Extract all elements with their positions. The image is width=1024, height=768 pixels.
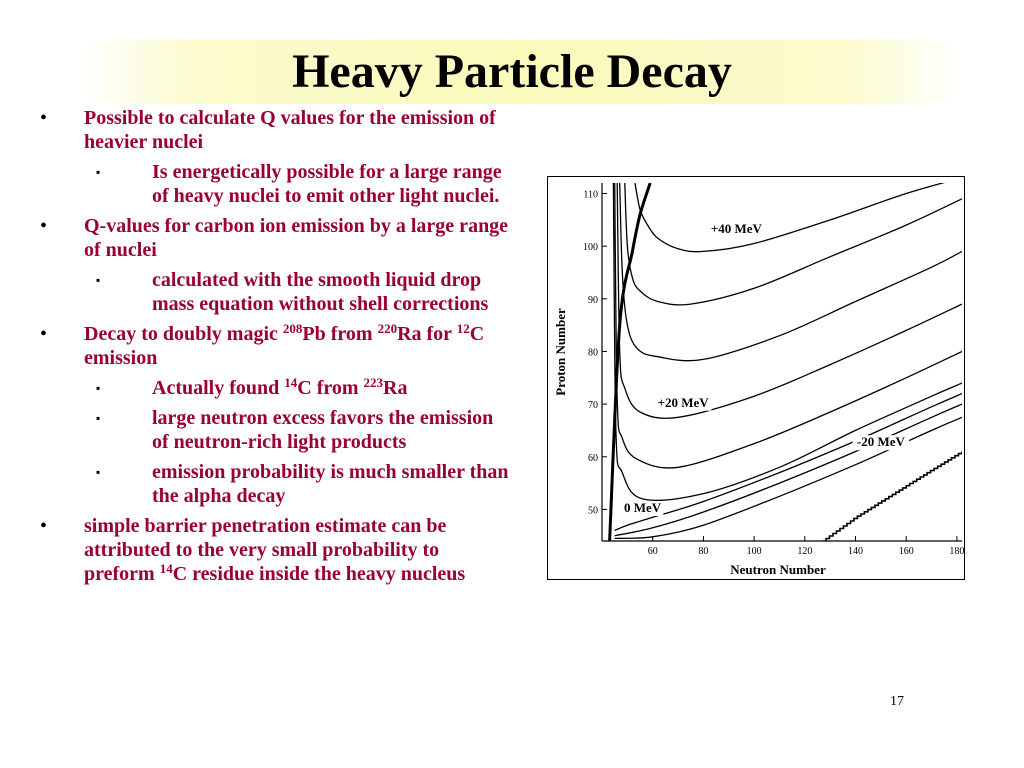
contour-line-6 — [615, 394, 962, 531]
sub-bullet-item — [40, 406, 510, 454]
contour-label: -20 MeV — [856, 434, 905, 450]
bullet-text: Possible to calculate Q values for the emission of heavier nuclei — [84, 107, 496, 153]
q-value-contour-chart — [548, 177, 964, 579]
bullet-item — [40, 106, 510, 154]
contour-line-2 — [620, 183, 962, 361]
square-bullet-icon: ▪ — [96, 411, 101, 425]
y-tick-label: 100 — [583, 242, 598, 254]
x-tick-label: 140 — [848, 546, 864, 557]
bullet-item — [40, 514, 510, 586]
slide-title: Heavy Particle Decay — [292, 45, 732, 98]
contour-line-5 — [613, 183, 962, 500]
bullet-item — [40, 322, 510, 370]
sub-bullet-text: emission probability is much smaller than the alpha decay — [152, 461, 509, 507]
contour-label: 0 MeV — [623, 500, 662, 516]
y-tick-label: 60 — [588, 452, 598, 464]
x-axis-label: Neutron Number — [730, 562, 826, 577]
bullet-text: simple barrier penetration estimate can be attributed to the very small probability to preform $^{14}$C residue inside the heavy nucleus — [84, 515, 466, 585]
sub-bullet-item — [40, 376, 510, 400]
page-number: 17 — [890, 694, 904, 709]
x-tick-label: 80 — [698, 546, 709, 557]
bullet-item — [40, 214, 510, 262]
contour-line-3 — [617, 183, 962, 418]
bullet-dot: • — [40, 323, 48, 345]
contour-line-1 — [625, 183, 962, 305]
sub-bullet-text: calculated with the smooth liquid drop mass equation without shell corrections — [152, 269, 489, 315]
sub-bullet-text: large neutron excess favors the emission of neutron-rich light products — [152, 407, 494, 453]
contour-line-0 — [635, 178, 962, 252]
bullet-list — [40, 106, 510, 592]
square-bullet-icon: ▪ — [96, 381, 101, 395]
y-tick-label: 110 — [583, 189, 598, 201]
y-tick-label: 90 — [588, 294, 598, 306]
y-tick-label: 80 — [588, 347, 598, 359]
bullet-text: Q-values for carbon ion emission by a large range of nuclei — [84, 215, 509, 261]
sub-bullet-text: Actually found $^{14}$C from $^{223}$Ra — [152, 375, 408, 399]
square-bullet-icon: ▪ — [96, 465, 101, 479]
x-tick-label: 160 — [898, 546, 914, 557]
square-bullet-icon: ▪ — [96, 273, 101, 287]
x-tick-label: 60 — [647, 546, 658, 557]
bullet-text: Decay to doubly magic $^{208}$Pb from $^{220}$Ra for $^{12}$C emission — [84, 321, 485, 369]
bullet-dot: • — [40, 215, 48, 237]
y-tick-label: 70 — [588, 400, 598, 412]
sub-bullet-item — [40, 268, 510, 316]
square-bullet-icon: ▪ — [96, 165, 101, 179]
plot-area — [610, 178, 962, 541]
x-tick-label: 180 — [949, 546, 964, 557]
x-tick-label: 120 — [797, 546, 813, 557]
sub-bullet-item — [40, 160, 510, 208]
contour-label: +40 MeV — [710, 221, 762, 237]
x-tick-label: 100 — [746, 546, 762, 557]
contour-line-4 — [615, 183, 962, 468]
stepped-boundary-line — [823, 452, 962, 542]
sub-bullet-item — [40, 460, 510, 508]
contour-line-8 — [615, 417, 962, 538]
bullet-dot: • — [40, 107, 48, 129]
chart-frame — [547, 176, 965, 580]
y-axis-label: Proton Number — [553, 308, 568, 396]
contour-line-7 — [615, 404, 962, 536]
y-tick-label: 50 — [588, 505, 598, 517]
sub-bullet-text: Is energetically possible for a large range of heavy nuclei to emit other light nuclei. — [152, 161, 502, 207]
contour-label: +20 MeV — [657, 394, 709, 410]
bullet-dot: • — [40, 515, 48, 537]
